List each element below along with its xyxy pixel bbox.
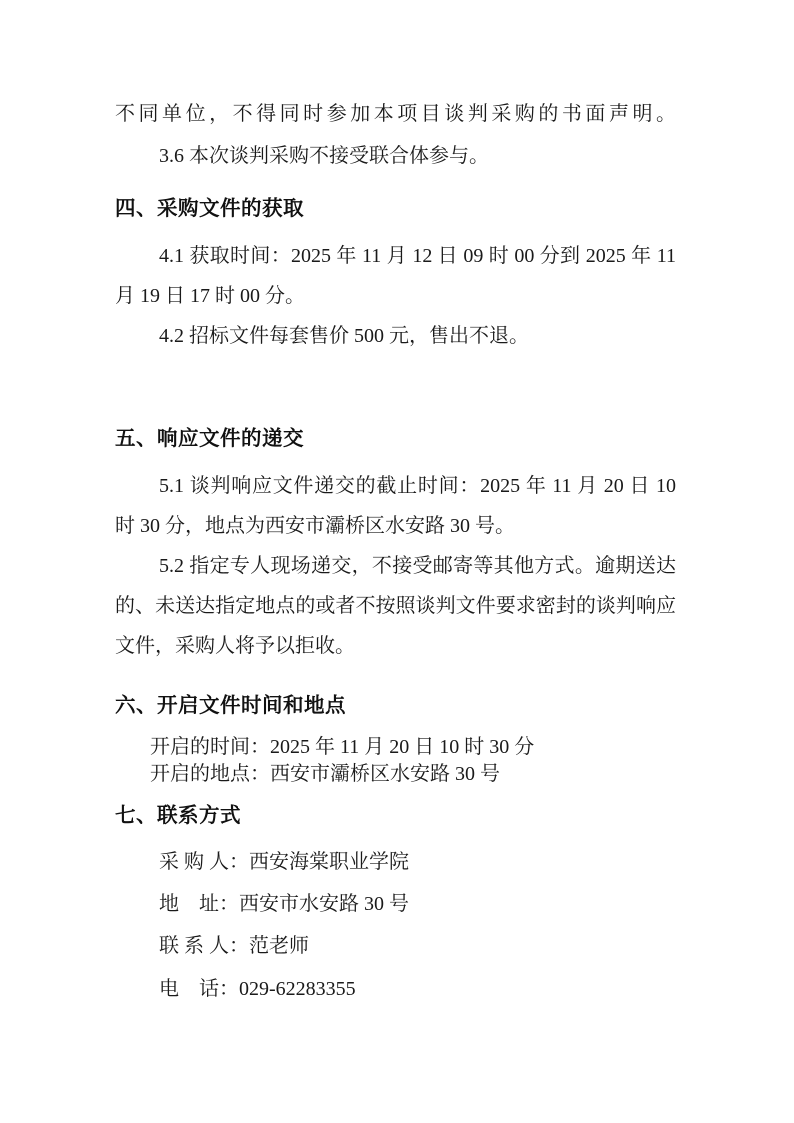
clause-5-1-line1: 5.1 谈判响应文件递交的截止时间：2025 年 11 月 20 日 10 <box>159 475 676 497</box>
section-heading-contact-info: 七、联系方式 <box>115 804 241 827</box>
clause-5-1-line2: 时 30 分，地点为西安市灞桥区水安路 30 号。 <box>115 515 515 537</box>
contact-value-phone: 029-62283355 <box>239 978 356 1000</box>
contact-label-address: 地 址： <box>159 893 239 915</box>
opening-place-line: 开启的地点：西安市灞桥区水安路 30 号 <box>150 763 500 785</box>
clause-4-2: 4.2 招标文件每套售价 500 元，售出不退。 <box>159 325 529 347</box>
contact-value-purchaser: 西安海棠职业学院 <box>249 851 409 873</box>
clause-3-6: 3.6 本次谈判采购不接受联合体参与。 <box>159 145 489 167</box>
contact-value-address: 西安市水安路 30 号 <box>239 893 409 915</box>
contact-value-person: 范老师 <box>249 935 309 957</box>
contact-row-purchaser <box>159 849 409 875</box>
contact-label-phone: 电 话： <box>159 978 239 1000</box>
clause-5-2-line2: 的、未送达指定地点的或者不按照谈判文件要求密封的谈判响应 <box>115 595 676 617</box>
clause-4-1-line1: 4.1 获取时间：2025 年 11 月 12 日 09 时 00 分到 2025 年 11 <box>159 245 676 267</box>
contact-row-person <box>159 933 309 959</box>
intro-continuation-line: 不同单位，不得同时参加本项目谈判采购的书面声明。 <box>115 103 676 125</box>
opening-time-line: 开启的时间：2025 年 11 月 20 日 10 时 30 分 <box>150 736 535 758</box>
clause-5-2-line1: 5.2 指定专人现场递交，不接受邮寄等其他方式。逾期送达 <box>159 555 676 577</box>
section-heading-procurement-document-acquisition: 四、采购文件的获取 <box>115 197 304 220</box>
section-heading-response-document-submission: 五、响应文件的递交 <box>115 427 304 450</box>
clause-5-2-line3: 文件，采购人将予以拒收。 <box>115 635 355 657</box>
clause-4-1-line2: 月 19 日 17 时 00 分。 <box>115 285 305 307</box>
contact-row-address <box>159 891 409 917</box>
contact-label-purchaser: 采 购 人： <box>159 851 249 873</box>
section-heading-opening-time-and-place: 六、开启文件时间和地点 <box>115 694 346 717</box>
contact-row-phone <box>159 976 356 1002</box>
contact-label-person: 联 系 人： <box>159 935 249 957</box>
